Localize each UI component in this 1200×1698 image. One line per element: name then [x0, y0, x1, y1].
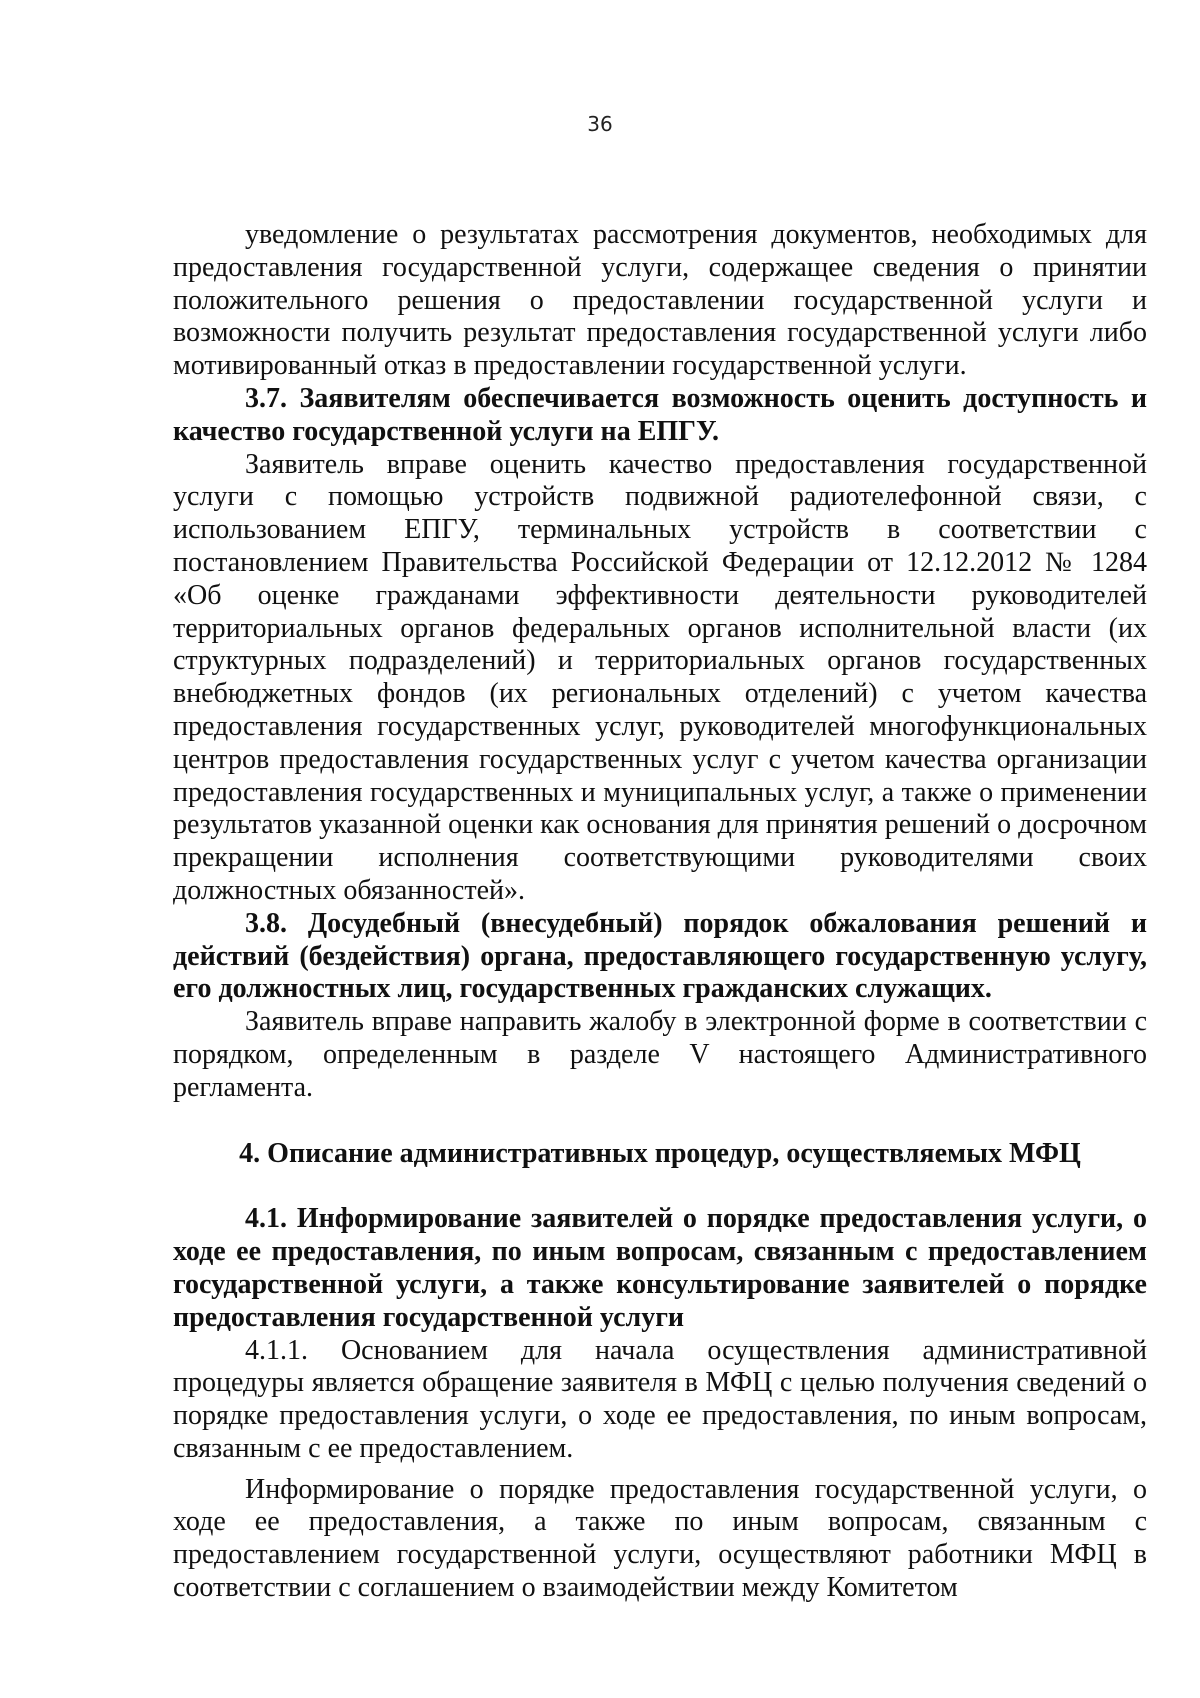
- paragraph-4-1-1: 4.1.1. Основанием для начала осуществления административной процедуры является обращение заявителя в МФЦ с целью получения сведений о порядке предоставления услуги, о ходе ее предоставления, по иным вопросам, связанным с ее предоставлением.: [173, 1334, 1147, 1464]
- paragraph-complaint: Заявитель вправе направить жалобу в электронной форме в соответствии с порядком, определенным в разделе V настоящего Административного регламента.: [173, 1006, 1147, 1103]
- section-3-8-heading: 3.8. Досудебный (внесудебный) порядок обжалования решений и действий (бездействия) органа, предоставляющего государственную услугу, его должностных лиц, государственных гражданских служащих.: [173, 907, 1147, 1005]
- document-body: [173, 219, 1147, 1605]
- paragraph-informing: Информирование о порядке предоставления государственной услуги, о ходе ее предоставления, а также по иным вопросам, связанным с предоставлением государственной услуги, осуществляют работники МФЦ в соответствии с соглашением о взаимодействии между Комитетом: [173, 1473, 1147, 1604]
- section-3-7-heading: 3.7. Заявителям обеспечивается возможность оценить доступность и качество государственной услуги на ЕПГУ.: [173, 382, 1147, 447]
- section-4-heading: 4. Описание административных процедур, осуществляемых МФЦ: [239, 1137, 1081, 1169]
- section-4-1-heading: 4.1. Информирование заявителей о порядке предоставления услуги, о ходе ее предоставления, по иным вопросам, связанным с предоставлением государственной услуги, а также консультирование заявителей о порядке предоставления государственной услуги: [173, 1203, 1147, 1333]
- paragraph-quality-assessment: Заявитель вправе оценить качество предоставления государственной услуги с помощью устройств подвижной радиотелефонной связи, с использованием ЕПГУ, терминальных устройств в соответствии с постановлением Правительства Российской Федерации от 12.12.2012 № 1284 «Об оценке гражданами эффективности деятельности руководителей территориальных органов федеральных органов исполнительной власти (их структурных подразделений) и территориальных органов государственных внебюджетных фондов (их региональных отделений) с учетом качества предоставления государственных услуг, руководителей многофункциональных центров предоставления государственных услуг с учетом качества организации предоставления государственных и муниципальных услуг, а также о применении результатов указанной оценки как основания для принятия решений о досрочном прекращении исполнения соответствующими руководителями своих должностных обязанностей».: [173, 448, 1147, 906]
- paragraph-notification: уведомление о результатах рассмотрения документов, необходимых для предоставления государственной услуги, содержащее сведения о принятии положительного решения о предоставлении государственной услуги и возможности получить результат предоставления государственной услуги либо мотивированный отказ в предоставлении государственной услуги.: [173, 219, 1147, 382]
- page-number: 36: [587, 112, 613, 136]
